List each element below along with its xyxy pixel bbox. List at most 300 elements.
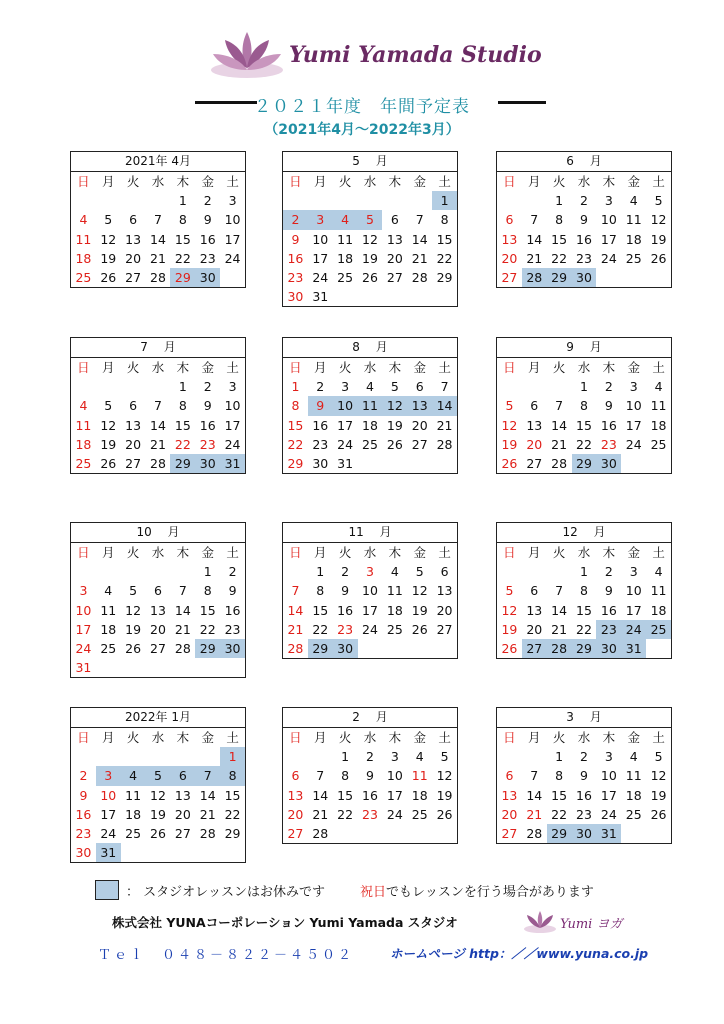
day-cell: 6 <box>505 768 514 784</box>
day-cell: 27 <box>287 825 304 841</box>
weekday-header: 土 <box>226 174 239 189</box>
day-cell: 8 <box>178 398 187 414</box>
page-title: ２０２１年度 年間予定表 <box>254 97 470 117</box>
day-cell: 24 <box>100 825 117 841</box>
day-cell: 23 <box>600 436 617 452</box>
title-row <box>0 92 724 117</box>
day-cell: 24 <box>75 640 92 656</box>
day-cell: 19 <box>411 602 428 618</box>
weekday-header: 水 <box>151 545 165 560</box>
yumi-yoga-logo <box>522 907 632 935</box>
day-cell: 30 <box>287 289 304 305</box>
day-cell: 4 <box>104 583 113 599</box>
day-cell: 20 <box>150 621 166 637</box>
month-days <box>283 728 457 843</box>
day-cell: 5 <box>104 398 113 414</box>
weekday-header: 月 <box>528 545 541 560</box>
weekday-header: 金 <box>627 174 640 189</box>
day-cell: 4 <box>79 212 88 228</box>
closed-day: 30 <box>220 639 245 658</box>
day-cell: 4 <box>390 564 399 580</box>
day-cell: 17 <box>100 806 117 822</box>
weekday-header: 月 <box>314 730 327 745</box>
day-cell: 23 <box>287 269 304 285</box>
logo-text: Yumi Yamada Studio <box>289 42 542 68</box>
day-cell: 3 <box>79 583 88 599</box>
weekday-header: 月 <box>102 174 115 189</box>
day-cell: 10 <box>100 787 117 803</box>
day-cell: 17 <box>386 787 403 803</box>
day-cell: 26 <box>501 640 518 656</box>
company-name: 株式会社 YUNAコーポレーション Yumi Yamada スタジオ <box>112 915 458 930</box>
empty-day <box>170 562 195 581</box>
day-cell: 29 <box>287 455 304 471</box>
weekday-header: 火 <box>126 730 140 745</box>
day-cell: 10 <box>625 398 642 414</box>
weekday-header: 日 <box>503 730 516 745</box>
empty-day <box>146 747 171 766</box>
day-cell: 5 <box>390 379 399 395</box>
day-cell: 25 <box>75 269 92 285</box>
day-cell: 22 <box>312 621 329 637</box>
day-cell: 2 <box>341 564 350 580</box>
day-cell: 7 <box>440 379 449 395</box>
day-cell: 22 <box>287 436 304 452</box>
day-cell: 20 <box>436 602 453 618</box>
day-cell: 3 <box>341 379 350 395</box>
day-cell: 28 <box>150 269 166 285</box>
day-cell: 11 <box>386 583 403 599</box>
day-cell: 20 <box>501 806 518 822</box>
day-cell: 2 <box>79 768 88 784</box>
day-cell: 16 <box>199 231 216 247</box>
day-cell: 15 <box>224 787 241 803</box>
weekday-header: 火 <box>338 360 352 375</box>
day-cell: 11 <box>75 417 92 433</box>
day-cell: 20 <box>125 250 142 266</box>
weekday-header: 水 <box>577 730 591 745</box>
day-cell: 18 <box>337 250 354 266</box>
day-cell: 26 <box>150 825 166 841</box>
day-cell: 17 <box>600 787 617 803</box>
weekday-header: 水 <box>363 545 377 560</box>
day-cell: 16 <box>224 602 241 618</box>
day-cell: 21 <box>436 417 453 433</box>
day-cell: 14 <box>174 602 191 618</box>
day-cell: 11 <box>650 583 667 599</box>
weekday-header: 火 <box>338 730 352 745</box>
closed-day: 13 <box>407 396 432 415</box>
month-calendar <box>70 522 246 678</box>
day-cell: 2 <box>580 749 588 765</box>
weekday-header: 火 <box>552 360 566 375</box>
day-cell: 22 <box>337 806 354 822</box>
day-cell: 6 <box>129 212 138 228</box>
day-cell: 27 <box>150 640 166 656</box>
month-calendar <box>496 522 672 659</box>
month-calendar <box>70 151 246 288</box>
weekday-header: 日 <box>289 730 302 745</box>
day-cell: 27 <box>526 455 543 471</box>
day-cell: 25 <box>75 455 92 471</box>
day-cell: 24 <box>625 436 642 452</box>
holiday-note-rest: でもレッスンを行う場合があります <box>386 885 594 900</box>
closed-day: 29 <box>308 639 333 658</box>
day-cell: 1 <box>203 564 212 580</box>
closed-day: 29 <box>170 454 195 473</box>
day-cell: 20 <box>125 436 142 452</box>
day-cell: 9 <box>604 583 613 599</box>
weekday-header: 土 <box>652 730 665 745</box>
day-cell: 14 <box>199 787 216 803</box>
day-cell: 27 <box>125 269 142 285</box>
closed-day: 30 <box>195 454 220 473</box>
closed-day: 30 <box>333 639 358 658</box>
day-cell: 20 <box>411 417 428 433</box>
day-cell: 18 <box>100 621 117 637</box>
day-cell: 30 <box>312 455 329 471</box>
day-cell: 23 <box>199 436 216 452</box>
day-cell: 8 <box>555 212 564 228</box>
empty-day <box>382 191 407 210</box>
day-cell: 1 <box>555 749 564 765</box>
day-cell: 2 <box>366 749 374 765</box>
day-cell: 13 <box>386 231 403 247</box>
month-title: 10 月 <box>71 523 245 543</box>
day-cell: 19 <box>501 621 518 637</box>
day-cell: 7 <box>316 768 325 784</box>
day-cell: 1 <box>178 379 187 395</box>
month-title: 8 月 <box>283 338 457 358</box>
day-cell: 9 <box>228 583 237 599</box>
month-title: 11 月 <box>283 523 457 543</box>
day-cell: 18 <box>386 602 403 618</box>
weekday-header: 月 <box>102 730 115 745</box>
day-cell: 2 <box>604 564 613 580</box>
day-cell: 27 <box>436 621 453 637</box>
day-cell: 8 <box>555 768 564 784</box>
day-cell: 1 <box>291 379 300 395</box>
weekday-header: 土 <box>226 730 239 745</box>
month-days <box>283 172 457 306</box>
empty-day <box>71 747 96 766</box>
day-cell: 23 <box>362 806 378 822</box>
day-cell: 16 <box>337 602 354 618</box>
day-cell: 26 <box>386 436 403 452</box>
weekday-header: 火 <box>126 174 140 189</box>
yumi-yoga-text: Yumi ヨガ <box>560 917 623 932</box>
day-cell: 25 <box>125 825 142 841</box>
day-cell: 1 <box>580 564 588 580</box>
day-cell: 18 <box>75 250 92 266</box>
weekday-header: 水 <box>363 360 377 375</box>
closed-day: 30 <box>195 268 220 287</box>
month-calendar <box>282 522 458 659</box>
day-cell: 5 <box>104 212 113 228</box>
empty-day <box>522 377 547 396</box>
day-cell: 5 <box>654 749 663 765</box>
closed-day: 4 <box>121 766 146 785</box>
day-cell: 22 <box>174 250 191 266</box>
telephone: Ｔｅｌ ０４８－８２２－４５０２ <box>98 948 355 963</box>
empty-day <box>121 747 146 766</box>
day-cell: 15 <box>436 231 453 247</box>
day-cell: 12 <box>501 602 518 618</box>
weekday-header: 木 <box>602 730 616 745</box>
day-cell: 25 <box>650 436 667 452</box>
empty-day <box>358 191 383 210</box>
day-cell: 16 <box>600 417 617 433</box>
closed-day: 28 <box>522 268 547 287</box>
day-cell: 25 <box>362 436 378 452</box>
day-cell: 22 <box>551 250 568 266</box>
day-cell: 11 <box>411 768 428 784</box>
day-cell: 5 <box>415 564 424 580</box>
day-cell: 22 <box>199 621 216 637</box>
weekday-header: 土 <box>438 730 451 745</box>
day-cell: 9 <box>79 787 88 803</box>
day-cell: 21 <box>551 436 568 452</box>
month-title: 3 月 <box>497 708 671 728</box>
month-title: 2 月 <box>283 708 457 728</box>
day-cell: 12 <box>100 417 117 433</box>
day-cell: 21 <box>526 806 543 822</box>
weekday-header: 水 <box>577 360 591 375</box>
day-cell: 24 <box>386 806 403 822</box>
weekday-header: 水 <box>577 174 591 189</box>
month-title: 6 月 <box>497 152 671 172</box>
day-cell: 1 <box>341 749 350 765</box>
weekday-header: 金 <box>201 545 214 560</box>
day-cell: 21 <box>150 436 166 452</box>
day-cell: 2 <box>203 193 212 209</box>
day-cell: 27 <box>174 825 191 841</box>
weekday-header: 月 <box>528 360 541 375</box>
day-cell: 19 <box>125 621 142 637</box>
empty-day <box>522 191 547 210</box>
day-cell: 2 <box>228 564 237 580</box>
day-cell: 13 <box>501 231 518 247</box>
day-cell: 18 <box>75 436 92 452</box>
weekday-header: 火 <box>338 174 352 189</box>
day-cell: 9 <box>366 768 374 784</box>
closed-day: 29 <box>195 639 220 658</box>
day-cell: 5 <box>440 749 449 765</box>
day-cell: 27 <box>501 825 518 841</box>
day-cell: 15 <box>199 602 216 618</box>
day-cell: 10 <box>75 602 92 618</box>
day-cell: 18 <box>125 806 142 822</box>
month-title: 9 月 <box>497 338 671 358</box>
day-cell: 4 <box>79 398 88 414</box>
day-cell: 6 <box>505 212 514 228</box>
month-days <box>497 728 671 843</box>
closed-day: 31 <box>621 639 646 658</box>
day-cell: 4 <box>629 749 638 765</box>
day-cell: 17 <box>625 602 642 618</box>
month-calendar <box>496 337 672 474</box>
weekday-header: 月 <box>314 545 327 560</box>
day-cell: 7 <box>555 398 564 414</box>
day-cell: 30 <box>75 845 92 861</box>
day-cell: 10 <box>625 583 642 599</box>
day-cell: 23 <box>312 436 329 452</box>
weekday-header: 水 <box>151 360 165 375</box>
day-cell: 3 <box>366 564 374 580</box>
day-cell: 12 <box>150 787 166 803</box>
day-cell: 11 <box>625 768 642 784</box>
day-cell: 26 <box>362 269 378 285</box>
day-cell: 21 <box>287 621 304 637</box>
day-cell: 6 <box>390 212 399 228</box>
day-cell: 8 <box>580 398 588 414</box>
weekday-header: 日 <box>289 360 302 375</box>
day-cell: 24 <box>600 806 617 822</box>
day-cell: 23 <box>576 806 592 822</box>
day-cell: 24 <box>312 269 329 285</box>
day-cell: 29 <box>436 269 453 285</box>
weekday-header: 日 <box>289 174 302 189</box>
day-cell: 19 <box>650 231 667 247</box>
month-calendar <box>282 337 458 474</box>
day-cell: 6 <box>440 564 449 580</box>
day-cell: 15 <box>312 602 329 618</box>
weekday-header: 水 <box>363 730 377 745</box>
day-cell: 14 <box>411 231 428 247</box>
day-cell: 18 <box>650 602 667 618</box>
day-cell: 24 <box>337 436 354 452</box>
empty-day <box>407 191 432 210</box>
closed-day: 3 <box>96 766 121 785</box>
weekday-header: 金 <box>627 360 640 375</box>
day-cell: 2 <box>604 379 613 395</box>
day-cell: 21 <box>551 621 568 637</box>
closed-day: 31 <box>596 824 621 843</box>
day-cell: 28 <box>150 455 166 471</box>
closed-day: 1 <box>220 747 245 766</box>
day-cell: 4 <box>654 379 663 395</box>
closed-day: 10 <box>333 396 358 415</box>
day-cell: 17 <box>75 621 92 637</box>
day-cell: 16 <box>287 250 304 266</box>
day-cell: 14 <box>312 787 329 803</box>
day-cell: 6 <box>154 583 162 599</box>
holiday-note <box>360 881 594 900</box>
day-cell: 28 <box>174 640 191 656</box>
day-cell: 19 <box>650 787 667 803</box>
day-cell: 26 <box>100 269 117 285</box>
day-cell: 26 <box>100 455 117 471</box>
day-cell: 15 <box>576 417 592 433</box>
day-cell: 27 <box>501 269 518 285</box>
empty-day <box>497 747 522 766</box>
day-cell: 9 <box>580 768 588 784</box>
day-cell: 14 <box>551 417 568 433</box>
day-cell: 21 <box>411 250 428 266</box>
day-cell: 19 <box>501 436 518 452</box>
day-cell: 12 <box>436 768 453 784</box>
day-cell: 14 <box>150 417 166 433</box>
day-cell: 9 <box>203 398 212 414</box>
empty-day <box>121 377 146 396</box>
day-cell: 17 <box>312 250 329 266</box>
day-cell: 19 <box>386 417 403 433</box>
day-cell: 22 <box>224 806 241 822</box>
month-days <box>497 543 671 658</box>
day-cell: 17 <box>600 231 617 247</box>
day-cell: 26 <box>436 806 453 822</box>
closed-day: 11 <box>358 396 383 415</box>
day-cell: 15 <box>576 602 592 618</box>
day-cell: 31 <box>75 660 92 676</box>
month-title: 7 月 <box>71 338 245 358</box>
day-cell: 28 <box>436 436 453 452</box>
weekday-header: 火 <box>552 545 566 560</box>
day-cell: 23 <box>337 621 354 637</box>
day-cell: 11 <box>125 787 142 803</box>
day-cell: 7 <box>154 212 162 228</box>
weekday-header: 日 <box>503 545 516 560</box>
day-cell: 12 <box>650 768 667 784</box>
day-cell: 18 <box>625 787 642 803</box>
closed-day: 29 <box>572 639 597 658</box>
weekday-header: 火 <box>338 545 352 560</box>
homepage-link[interactable]: ホームページ http：／／www.yuna.co.jp <box>390 946 649 961</box>
empty-day <box>96 191 121 210</box>
empty-day <box>146 562 171 581</box>
month-days <box>283 358 457 473</box>
day-cell: 5 <box>654 193 663 209</box>
day-cell: 17 <box>625 417 642 433</box>
closed-day: 4 <box>333 210 358 229</box>
day-cell: 4 <box>654 564 663 580</box>
day-cell: 16 <box>199 417 216 433</box>
closed-day: 30 <box>572 268 597 287</box>
empty-day <box>547 562 572 581</box>
empty-day <box>121 191 146 210</box>
day-cell: 3 <box>228 193 237 209</box>
day-cell: 7 <box>530 212 539 228</box>
day-cell: 16 <box>312 417 329 433</box>
empty-day <box>146 191 171 210</box>
day-cell: 10 <box>600 768 617 784</box>
weekday-header: 水 <box>151 174 165 189</box>
day-cell: 21 <box>312 806 329 822</box>
day-cell: 27 <box>386 269 403 285</box>
day-cell: 26 <box>125 640 142 656</box>
day-cell: 28 <box>551 455 568 471</box>
day-cell: 2 <box>316 379 325 395</box>
day-cell: 22 <box>576 621 592 637</box>
day-cell: 15 <box>174 417 191 433</box>
empty-day <box>96 747 121 766</box>
empty-day <box>497 377 522 396</box>
day-cell: 26 <box>501 455 518 471</box>
weekday-header: 金 <box>413 730 426 745</box>
day-cell: 18 <box>362 417 378 433</box>
weekday-header: 金 <box>201 730 214 745</box>
day-cell: 13 <box>125 417 142 433</box>
month-calendar <box>496 151 672 288</box>
empty-day <box>195 747 220 766</box>
day-cell: 5 <box>129 583 138 599</box>
day-cell: 11 <box>337 231 354 247</box>
day-cell: 6 <box>129 398 138 414</box>
day-cell: 4 <box>366 379 374 395</box>
month-calendar <box>282 151 458 307</box>
weekday-header: 月 <box>528 174 541 189</box>
page-subtitle: （2021年4月～2022年3月） <box>264 122 460 138</box>
